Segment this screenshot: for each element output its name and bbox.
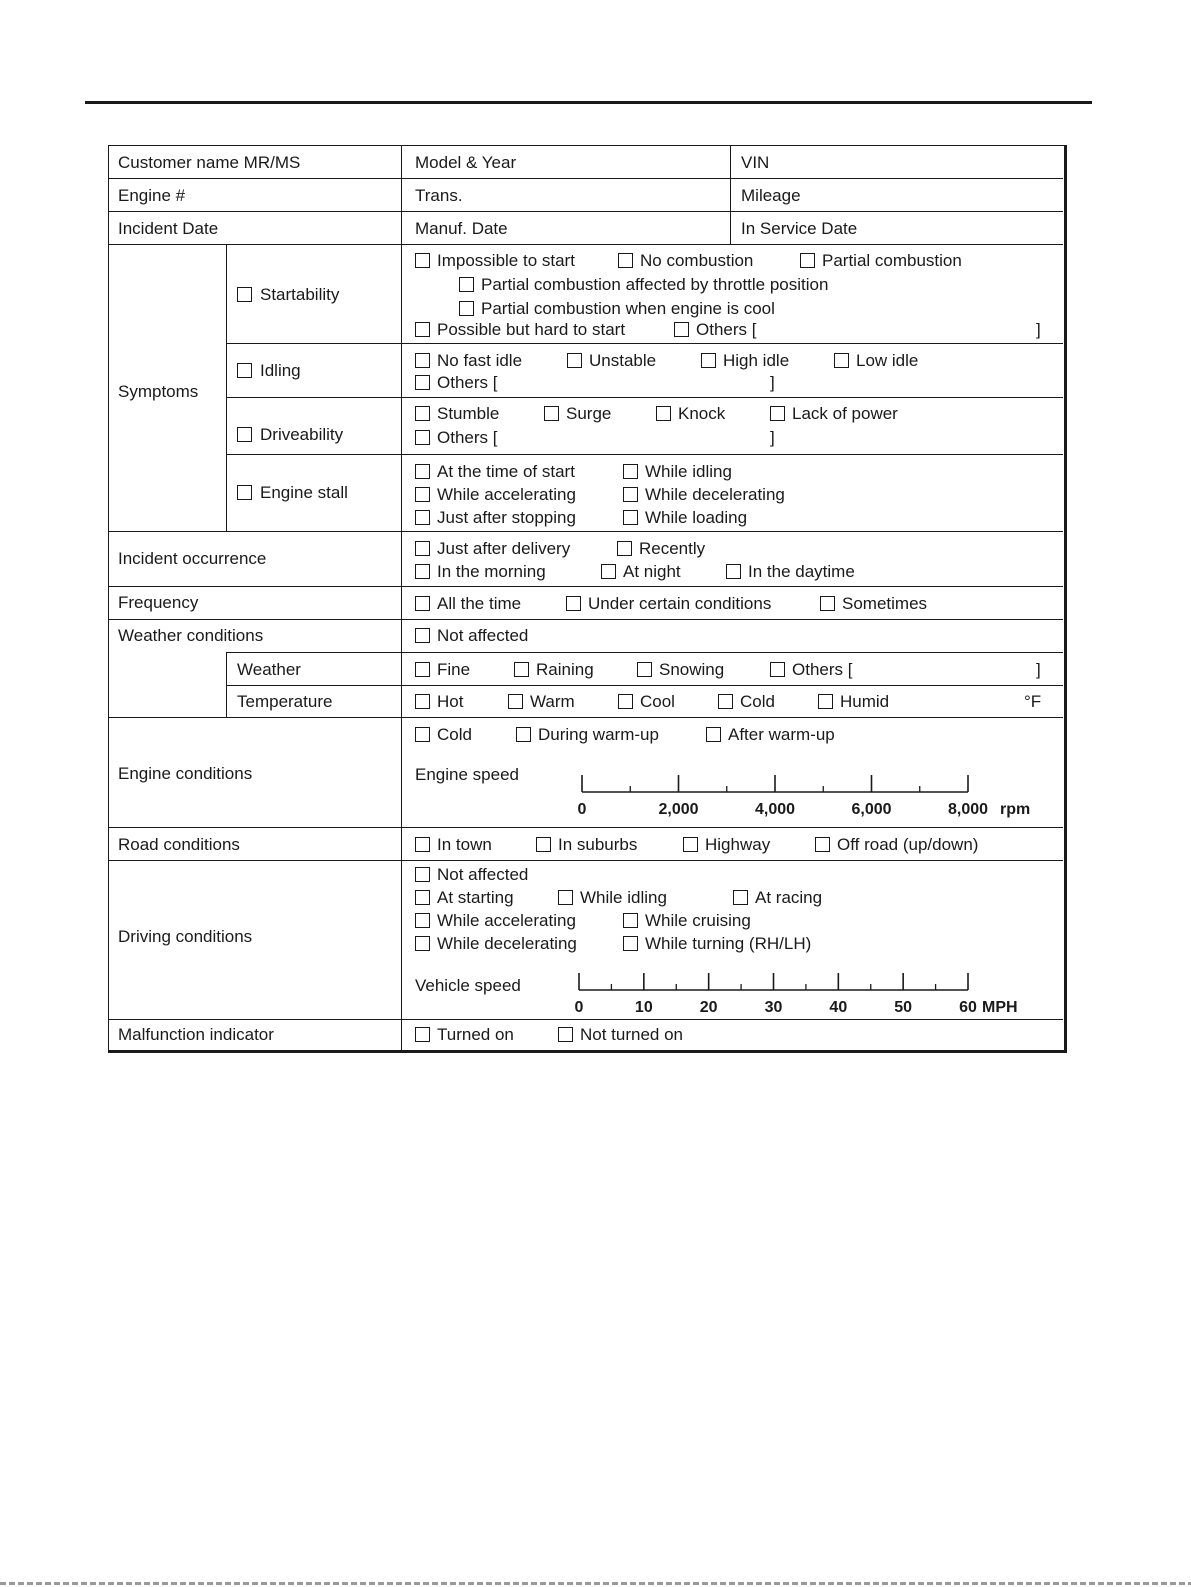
option-label: Low idle (856, 351, 919, 370)
option-label: Recently (639, 539, 706, 558)
option-label: At night (623, 562, 681, 581)
startability-others-checkbox[interactable] (674, 322, 689, 337)
while-cruising-checkbox[interactable] (623, 913, 638, 928)
grid-line (226, 454, 1063, 455)
manuf-date-label: Manuf. Date (415, 219, 508, 238)
grid-line (226, 244, 227, 531)
option-label: All the time (437, 594, 522, 613)
driving-conditions-label: Driving conditions (118, 927, 253, 946)
grid-line (226, 397, 1063, 398)
snowing-checkbox[interactable] (637, 662, 652, 677)
grid-line (730, 145, 731, 244)
idling-label: Idling (260, 361, 301, 380)
possible-but-hard-to-start-checkbox[interactable] (415, 322, 430, 337)
not-turned-on-checkbox[interactable] (558, 1027, 573, 1042)
option-label: While idling (580, 888, 667, 907)
grid-line (226, 343, 1063, 344)
option-label: While decelerating (645, 485, 785, 504)
others-label: Others [ (792, 660, 853, 679)
grid-line (108, 586, 1063, 587)
grid-line (108, 827, 1063, 828)
grid-line (226, 652, 1063, 653)
at-racing-checkbox[interactable] (733, 890, 748, 905)
option-label: Cold (437, 725, 472, 744)
others-label: Others [ (437, 428, 498, 447)
option-label: Surge (566, 404, 612, 423)
scale-tick-label: 30 (764, 999, 783, 1016)
others-bracket-close: ] (770, 373, 775, 392)
engine-stall-checkbox[interactable] (237, 485, 252, 500)
low-idle-checkbox[interactable] (834, 353, 849, 368)
grid-line (108, 211, 1063, 212)
scale-tick-label: 60 (959, 999, 977, 1016)
scale-unit-label: MPH (982, 999, 1018, 1016)
option-label: Raining (536, 660, 594, 679)
impossible-to-start-checkbox[interactable] (415, 253, 430, 268)
option-label: Sometimes (842, 594, 928, 613)
while-turning-checkbox[interactable] (623, 936, 638, 951)
while-idling-checkbox[interactable] (623, 464, 638, 479)
hot-checkbox[interactable] (415, 694, 430, 709)
weather-conditions-label: Weather conditions (118, 626, 264, 645)
high-idle-checkbox[interactable] (701, 353, 716, 368)
option-label: Snowing (659, 660, 725, 679)
just-after-delivery-checkbox[interactable] (415, 541, 430, 556)
driving-while-decelerating-checkbox[interactable] (415, 936, 430, 951)
startability-label: Startability (260, 285, 340, 304)
in-town-checkbox[interactable] (415, 837, 430, 852)
scale-tick-label: 0 (577, 801, 587, 818)
option-label: Partial combustion affected by throttle position (481, 275, 829, 294)
grid-line (108, 531, 1063, 532)
option-label: Just after delivery (437, 539, 571, 558)
engine-speed-label: Engine speed (415, 765, 519, 784)
option-label: High idle (723, 351, 790, 370)
option-label: Partial combustion (822, 251, 962, 270)
under-certain-conditions-checkbox[interactable] (566, 596, 581, 611)
grid-line (108, 860, 1063, 861)
option-label: Stumble (437, 404, 500, 423)
top-rule (85, 101, 1092, 104)
option-label: In the morning (437, 562, 546, 581)
in-suburbs-checkbox[interactable] (536, 837, 551, 852)
raining-checkbox[interactable] (514, 662, 529, 677)
just-after-stopping-checkbox[interactable] (415, 510, 430, 525)
scale-tick-label: 4,000 (754, 801, 796, 818)
idling-others-checkbox[interactable] (415, 375, 430, 390)
grid-line (108, 244, 1063, 245)
during-warm-up-checkbox[interactable] (516, 727, 531, 742)
incident-date-label: Incident Date (118, 219, 219, 238)
driving-not-affected-checkbox[interactable] (415, 867, 430, 882)
engine-conditions-label: Engine conditions (118, 764, 253, 783)
vin-label: VIN (741, 153, 770, 172)
option-label: Possible but hard to start (437, 320, 626, 339)
temperature-label: Temperature (237, 692, 333, 711)
scale-tick-label: 10 (634, 999, 653, 1016)
option-label: Not affected (437, 626, 529, 645)
others-bracket-close: ] (1036, 660, 1041, 679)
in-the-morning-checkbox[interactable] (415, 564, 430, 579)
driveability-others-checkbox[interactable] (415, 430, 430, 445)
highway-checkbox[interactable] (683, 837, 698, 852)
driveability-label: Driveability (260, 425, 344, 444)
engine-stall-label: Engine stall (260, 483, 348, 502)
option-label: Warm (530, 692, 575, 711)
driving-while-accelerating-checkbox[interactable] (415, 913, 430, 928)
grid-line (108, 619, 1063, 620)
option-label: While decelerating (437, 934, 577, 953)
partial-combustion-cool-checkbox[interactable] (459, 301, 474, 316)
scale-tick-label: 40 (829, 999, 848, 1016)
option-label: Fine (437, 660, 471, 679)
vehicle-speed-label: Vehicle speed (415, 976, 521, 995)
others-bracket-close: ] (1036, 320, 1041, 339)
option-label: Not affected (437, 865, 529, 884)
option-label: Off road (up/down) (837, 835, 979, 854)
option-label: Just after stopping (437, 508, 576, 527)
option-label: At the time of start (437, 462, 575, 481)
grid-line (226, 652, 227, 717)
scale-tick-label: 50 (894, 999, 913, 1016)
weather-not-affected-checkbox[interactable] (415, 628, 430, 643)
scale-tick-label: 0 (574, 999, 584, 1016)
others-label: Others [ (437, 373, 498, 392)
option-label: While loading (645, 508, 748, 527)
recently-checkbox[interactable] (617, 541, 632, 556)
model-year-label: Model & Year (415, 153, 517, 172)
lack-of-power-checkbox[interactable] (770, 406, 785, 421)
sometimes-checkbox[interactable] (820, 596, 835, 611)
startability-checkbox[interactable] (237, 287, 252, 302)
cool-checkbox[interactable] (618, 694, 633, 709)
weather-others-checkbox[interactable] (770, 662, 785, 677)
in-service-date-label: In Service Date (741, 219, 858, 238)
no-fast-idle-checkbox[interactable] (415, 353, 430, 368)
others-bracket-close: ] (770, 428, 775, 447)
in-the-daytime-checkbox[interactable] (726, 564, 741, 579)
driveability-checkbox[interactable] (237, 427, 252, 442)
scale-tick-label: 2,000 (658, 801, 699, 818)
temperature-unit: °F (1024, 692, 1042, 711)
partial-combustion-checkbox[interactable] (800, 253, 815, 268)
option-label: Under certain conditions (588, 594, 772, 613)
at-starting-checkbox[interactable] (415, 890, 430, 905)
partial-combustion-throttle-checkbox[interactable] (459, 277, 474, 292)
option-label: In suburbs (558, 835, 638, 854)
option-label: Knock (678, 404, 726, 423)
road-conditions-label: Road conditions (118, 835, 240, 854)
frequency-label: Frequency (118, 593, 199, 612)
engine-cold-checkbox[interactable] (415, 727, 430, 742)
option-label: Impossible to start (437, 251, 575, 270)
grid-line (108, 717, 1063, 718)
scale-tick-label: 8,000 (947, 801, 989, 818)
all-the-time-checkbox[interactable] (415, 596, 430, 611)
turned-on-checkbox[interactable] (415, 1027, 430, 1042)
engine-speed-scale (560, 770, 1060, 820)
vehicle-speed-scale (560, 968, 1060, 1018)
while-accelerating-checkbox[interactable] (415, 487, 430, 502)
others-label: Others [ (696, 320, 757, 339)
option-label: Humid (840, 692, 890, 711)
option-label: While turning (RH/LH) (645, 934, 812, 953)
engine-number-label: Engine # (118, 186, 186, 205)
knock-checkbox[interactable] (656, 406, 671, 421)
warm-checkbox[interactable] (508, 694, 523, 709)
symptoms-label: Symptoms (118, 382, 199, 401)
cold-temperature-checkbox[interactable] (718, 694, 733, 709)
fine-checkbox[interactable] (415, 662, 430, 677)
while-decelerating-checkbox[interactable] (623, 487, 638, 502)
off-road-checkbox[interactable] (815, 837, 830, 852)
grid-line (108, 178, 1063, 179)
while-loading-checkbox[interactable] (623, 510, 638, 525)
humid-checkbox[interactable] (818, 694, 833, 709)
option-label: During warm-up (538, 725, 659, 744)
weather-label: Weather (237, 660, 301, 679)
option-label: No combustion (640, 251, 754, 270)
option-label: While cruising (645, 911, 751, 930)
option-label: Lack of power (792, 404, 898, 423)
stumble-checkbox[interactable] (415, 406, 430, 421)
option-label: Not turned on (580, 1025, 684, 1044)
surge-checkbox[interactable] (544, 406, 559, 421)
at-time-of-start-checkbox[interactable] (415, 464, 430, 479)
option-label: At racing (755, 888, 823, 907)
no-combustion-checkbox[interactable] (618, 253, 633, 268)
after-warm-up-checkbox[interactable] (706, 727, 721, 742)
idling-checkbox[interactable] (237, 363, 252, 378)
option-label: Partial combustion when engine is cool (481, 299, 775, 318)
unstable-checkbox[interactable] (567, 353, 582, 368)
customer-name-label: Customer name MR/MS (118, 153, 301, 172)
scale-unit-label: rpm (1000, 801, 1031, 818)
mileage-label: Mileage (741, 186, 801, 205)
option-label: Hot (437, 692, 464, 711)
option-label: Cool (640, 692, 675, 711)
driving-while-idling-checkbox[interactable] (558, 890, 573, 905)
option-label: While idling (645, 462, 732, 481)
option-label: Unstable (589, 351, 657, 370)
option-label: In town (437, 835, 492, 854)
grid-line (108, 1019, 1063, 1020)
scale-tick-label: 20 (699, 999, 718, 1016)
trans-label: Trans. (415, 186, 463, 205)
scale-tick-label: 6,000 (851, 801, 892, 818)
option-label: While accelerating (437, 485, 576, 504)
option-label: After warm-up (728, 725, 835, 744)
at-night-checkbox[interactable] (601, 564, 616, 579)
option-label: In the daytime (748, 562, 855, 581)
grid-line (401, 145, 402, 1050)
malfunction-indicator-label: Malfunction indicator (118, 1025, 274, 1044)
option-label: Cold (740, 692, 775, 711)
grid-line (226, 685, 1063, 686)
option-label: No fast idle (437, 351, 523, 370)
option-label: While accelerating (437, 911, 576, 930)
page-edge-artifact (0, 1582, 1191, 1585)
option-label: Highway (705, 835, 771, 854)
option-label: At starting (437, 888, 514, 907)
option-label: Turned on (437, 1025, 514, 1044)
incident-occurrence-label: Incident occurrence (118, 549, 267, 568)
